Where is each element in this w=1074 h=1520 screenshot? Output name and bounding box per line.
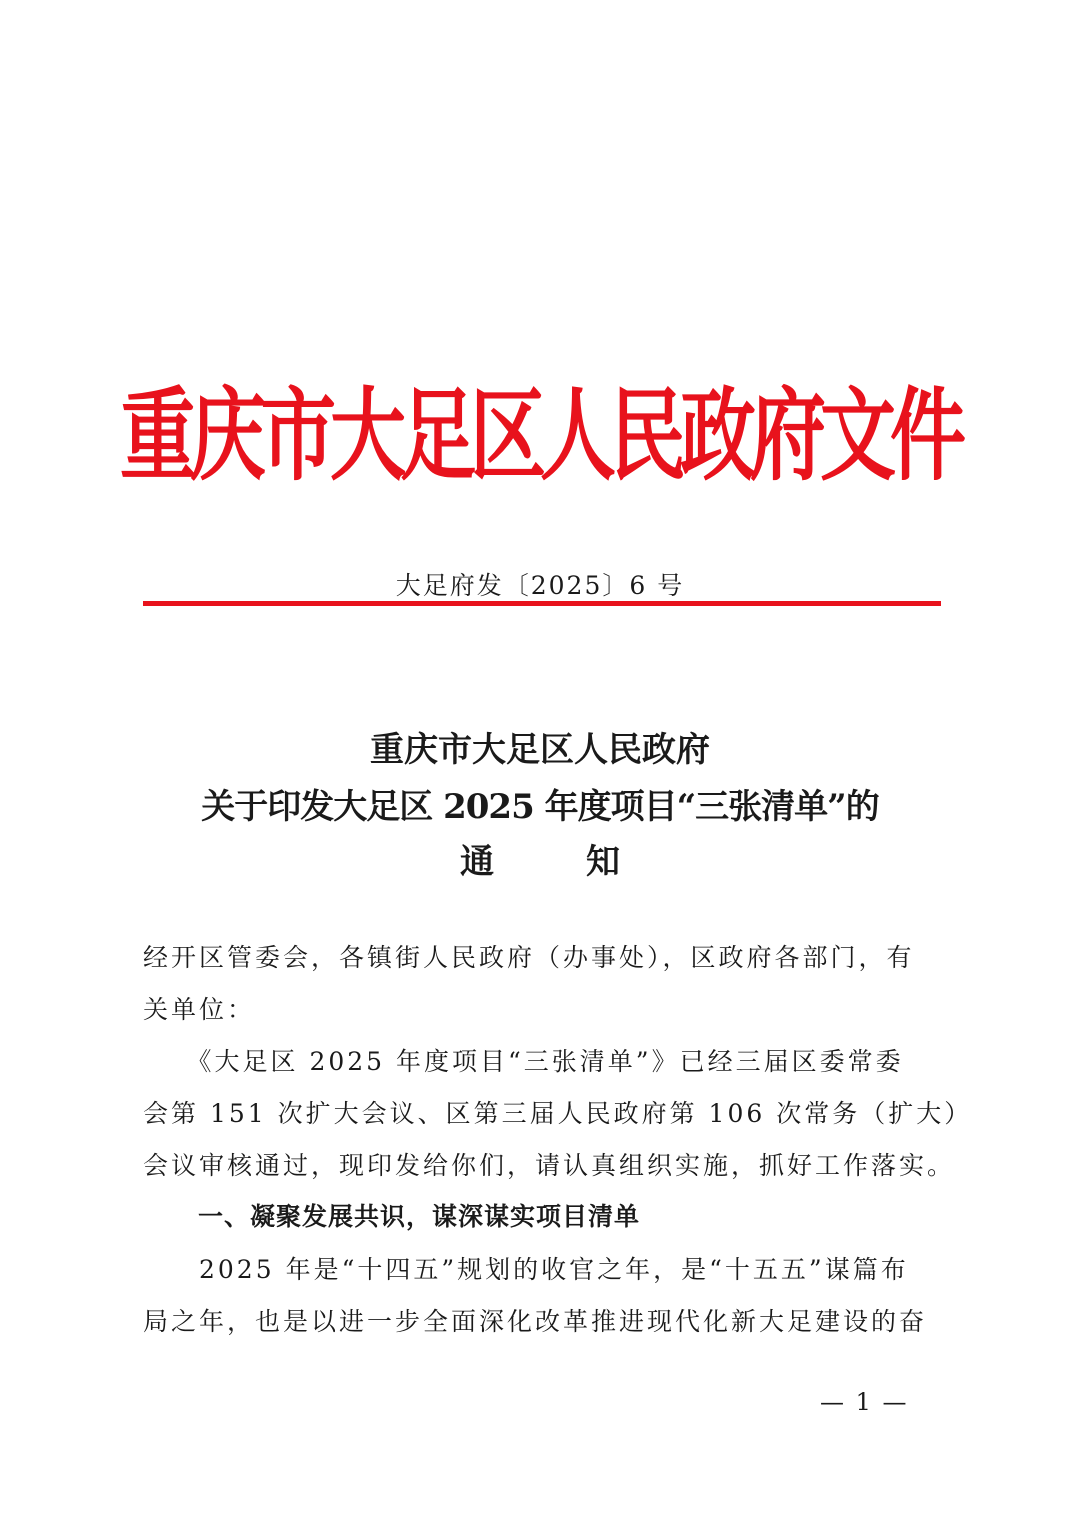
document-masthead: 重庆市大足区人民政府文件 bbox=[120, 376, 960, 494]
body-paragraph-1-line-3: 会议审核通过，现印发给你们，请认真组织实施，抓好工作落实。 bbox=[143, 1151, 956, 1180]
body-paragraph-2-line-1: 2025 年是“十四五”规划的收官之年，是“十五五”谋篇布 bbox=[143, 1255, 909, 1284]
body-paragraph-1-line-1: 《大足区 2025 年度项目“三张清单”》已经三届区委常委 bbox=[143, 1047, 904, 1076]
title-word-tong: 通 bbox=[460, 842, 494, 882]
salutation-line-1: 经开区管委会，各镇街人民政府（办事处），区政府各部门，有 bbox=[143, 943, 915, 972]
page-number: — 1 — bbox=[820, 1388, 909, 1416]
title-word-zhi: 知 bbox=[586, 842, 620, 882]
salutation-line-2: 关单位： bbox=[143, 995, 256, 1024]
body-paragraph-1-line-2: 会第 151 次扩大会议、区第三届人民政府第 106 次常务（扩大） bbox=[143, 1099, 973, 1128]
body-paragraph-2-line-2: 局之年，也是以进一步全面深化改革推进现代化新大足建设的奋 bbox=[143, 1307, 928, 1336]
document-title-line-3 bbox=[120, 834, 960, 883]
document-title-line-1: 重庆市大足区人民政府 bbox=[370, 730, 710, 770]
section-heading-1: 一、凝聚发展共识，谋深谋实项目清单 bbox=[198, 1202, 641, 1231]
red-separator-line bbox=[143, 601, 941, 606]
document-title-line-2: 关于印发大足区 2025 年度项目“三张清单”的 bbox=[201, 787, 879, 827]
document-number: 大足府发〔2025〕6 号 bbox=[395, 571, 685, 600]
